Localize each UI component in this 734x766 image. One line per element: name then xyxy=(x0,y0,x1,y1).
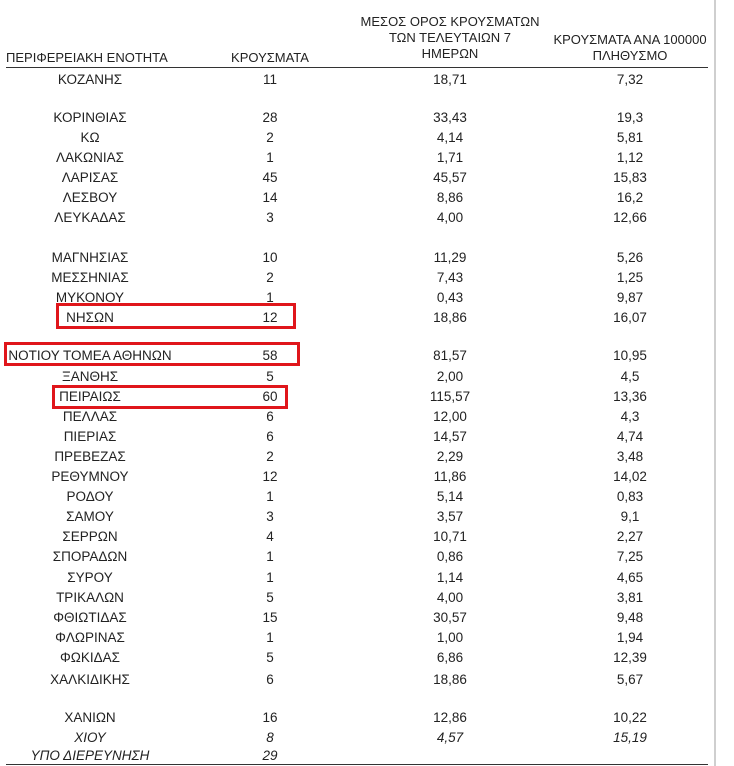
table-row xyxy=(0,467,714,487)
avg-cell: 8,86 xyxy=(436,190,464,205)
avg-cell: 18,71 xyxy=(433,72,467,87)
table-row xyxy=(0,728,714,748)
avg-cell: 12,00 xyxy=(433,409,467,424)
avg-cell: 1,14 xyxy=(436,570,464,585)
per100k-cell: 9,87 xyxy=(616,290,644,305)
cases-cell: 2 xyxy=(266,270,274,285)
table-row xyxy=(0,108,714,128)
per100k-cell: 5,26 xyxy=(616,250,644,265)
avg-cell: 11,86 xyxy=(433,469,467,484)
table-row xyxy=(0,568,714,588)
cases-cell: 11 xyxy=(262,72,277,87)
table-row xyxy=(0,248,714,268)
per100k-cell: 14,02 xyxy=(613,469,647,484)
region-cell: ΠΕΙΡΑΙΩΣ xyxy=(59,389,121,404)
per100k-cell: 1,12 xyxy=(616,150,644,165)
cases-cell: 2 xyxy=(266,130,274,145)
cases-cell: 1 xyxy=(266,489,274,504)
region-cell: ΦΛΩΡΙΝΑΣ xyxy=(55,630,125,645)
avg-cell: 0,43 xyxy=(436,290,464,305)
cases-cell: 4 xyxy=(266,529,274,544)
avg-cell: 14,57 xyxy=(433,429,467,444)
header-cases-per-100k: ΚΡΟΥΣΜΑΤΑ ΑΝΑ 100000 ΠΛΗΘΥΣΜΟ xyxy=(553,32,707,63)
region-cell: ΤΡΙΚΑΛΩΝ xyxy=(56,590,124,605)
table-row xyxy=(0,487,714,507)
cases-cell: 10 xyxy=(262,250,278,265)
per100k-cell: 10,22 xyxy=(613,710,647,725)
cases-cell: 1 xyxy=(266,290,274,305)
avg-cell: 4,57 xyxy=(436,730,464,745)
avg-cell: 1,71 xyxy=(436,150,464,165)
avg-cell: 18,86 xyxy=(433,310,467,325)
region-cell: ΚΟΖΑΝΗΣ xyxy=(57,72,123,87)
per100k-cell: 16,2 xyxy=(616,190,644,205)
region-cell: ΝΟΤΙΟΥ ΤΟΜΕΑ ΑΘΗΝΩΝ xyxy=(8,348,172,363)
avg-cell: 7,43 xyxy=(436,270,464,285)
cases-cell: 6 xyxy=(266,672,274,687)
table-row xyxy=(0,407,714,427)
table-row xyxy=(0,128,714,148)
cases-cell: 15 xyxy=(262,610,278,625)
per100k-cell: 15,19 xyxy=(613,730,647,745)
region-cell: ΜΑΓΝΗΣΙΑΣ xyxy=(51,250,129,265)
per100k-cell: 3,81 xyxy=(616,590,644,605)
table-row xyxy=(0,527,714,547)
per100k-cell: 1,94 xyxy=(616,630,644,645)
avg-cell: 1,00 xyxy=(436,630,464,645)
region-cell: ΣΠΟΡΑΔΩΝ xyxy=(52,549,128,564)
cases-cell: 5 xyxy=(266,650,274,665)
region-cell: ΛΕΥΚΑΔΑΣ xyxy=(54,210,126,225)
per100k-cell: 3,48 xyxy=(616,449,644,464)
avg-cell: 4,14 xyxy=(436,130,464,145)
cases-cell: 1 xyxy=(266,570,274,585)
table-row xyxy=(0,507,714,527)
cases-cell: 3 xyxy=(266,210,274,225)
table-row xyxy=(0,648,714,668)
table-row xyxy=(0,148,714,168)
per100k-cell: 16,07 xyxy=(613,310,647,325)
cases-cell: 12 xyxy=(262,469,278,484)
cases-cell: 14 xyxy=(262,190,278,205)
region-cell: ΛΑΡΙΣΑΣ xyxy=(61,170,119,185)
cases-cell: 1 xyxy=(266,630,274,645)
table-row xyxy=(0,628,714,648)
avg-cell: 30,57 xyxy=(433,610,467,625)
cases-cell: 1 xyxy=(266,549,274,564)
cases-cell: 58 xyxy=(262,348,278,363)
region-cell: ΣΥΡΟΥ xyxy=(67,570,113,585)
region-cell: ΡΟΔΟΥ xyxy=(66,489,114,504)
region-cell: ΝΗΣΩΝ xyxy=(66,310,114,325)
cases-cell: 29 xyxy=(262,748,278,763)
table-row xyxy=(0,447,714,467)
region-cell: ΚΩ xyxy=(80,130,100,145)
region-cell: ΧΑΛΚΙΔΙΚΗΣ xyxy=(50,672,130,687)
cases-cell: 3 xyxy=(266,509,274,524)
highlight-box-peiraios xyxy=(52,385,288,409)
avg-cell: 2,00 xyxy=(436,369,464,384)
per100k-cell: 15,83 xyxy=(613,170,647,185)
per100k-cell: 9,48 xyxy=(616,610,644,625)
avg-cell: 6,86 xyxy=(436,650,464,665)
header-region: ΠΕΡΙΦΕΡΕΙΑΚΗ ΕΝΟΤΗΤΑ xyxy=(6,50,168,65)
region-cell: ΦΘΙΩΤΙΔΑΣ xyxy=(53,610,127,625)
cases-cell: 28 xyxy=(262,110,278,125)
avg-cell: 4,00 xyxy=(436,590,464,605)
table-row xyxy=(0,168,714,188)
table-row xyxy=(0,268,714,288)
table-row xyxy=(0,188,714,208)
per100k-cell: 4,65 xyxy=(616,570,644,585)
cases-cell: 6 xyxy=(266,409,274,424)
avg-cell: 2,29 xyxy=(436,449,464,464)
region-cell: ΛΕΣΒΟΥ xyxy=(62,190,118,205)
per100k-cell: 9,1 xyxy=(620,509,640,524)
avg-cell: 5,14 xyxy=(436,489,464,504)
cases-cell: 6 xyxy=(266,429,274,444)
per100k-cell: 12,39 xyxy=(613,650,647,665)
table-row xyxy=(0,547,714,567)
avg-cell: 45,57 xyxy=(433,170,467,185)
per100k-cell: 7,32 xyxy=(616,72,644,87)
avg-cell: 115,57 xyxy=(429,389,471,404)
avg-cell: 0,86 xyxy=(436,549,464,564)
per100k-cell: 4,74 xyxy=(616,429,644,444)
region-cell: ΚΟΡΙΝΘΙΑΣ xyxy=(53,110,127,125)
table-row xyxy=(0,708,714,728)
header-rule xyxy=(6,67,708,68)
region-cell: ΠΡΕΒΕΖΑΣ xyxy=(54,449,126,464)
per100k-cell: 12,66 xyxy=(613,210,647,225)
per100k-cell: 4,5 xyxy=(620,369,640,384)
region-cell: ΡΕΘΥΜΝΟΥ xyxy=(51,469,129,484)
per100k-cell: 19,3 xyxy=(616,110,644,125)
per100k-cell: 0,83 xyxy=(616,489,644,504)
cases-cell: 60 xyxy=(262,389,278,404)
table-row xyxy=(0,427,714,447)
table-row xyxy=(0,608,714,628)
per100k-cell: 4,3 xyxy=(620,409,640,424)
per100k-cell: 7,25 xyxy=(616,549,644,564)
avg-cell: 81,57 xyxy=(433,348,467,363)
table-row xyxy=(0,670,714,690)
cases-cell: 8 xyxy=(266,730,274,745)
table-row xyxy=(0,208,714,228)
region-cell: ΠΕΛΛΑΣ xyxy=(62,409,118,424)
avg-cell: 33,43 xyxy=(433,110,467,125)
region-cell: ΠΙΕΡΙΑΣ xyxy=(63,429,117,444)
avg-cell: 18,86 xyxy=(433,672,467,687)
table-row xyxy=(0,588,714,608)
avg-cell: 11,29 xyxy=(433,250,467,265)
per100k-cell: 2,27 xyxy=(616,529,644,544)
region-cell: ΣΑΜΟΥ xyxy=(66,509,114,524)
header-cases: ΚΡΟΥΣΜΑΤΑ xyxy=(231,50,309,65)
avg-cell: 4,00 xyxy=(436,210,464,225)
table-row xyxy=(0,746,714,766)
cases-cell: 45 xyxy=(262,170,278,185)
page-edge xyxy=(714,0,716,766)
avg-cell: 3,57 xyxy=(436,509,464,524)
region-cell: ΣΕΡΡΩΝ xyxy=(62,529,118,544)
per100k-cell: 5,81 xyxy=(616,130,644,145)
region-cell: ΜΥΚΟΝΟΥ xyxy=(55,290,125,305)
header-avg-7-days: ΜΕΣΟΣ ΟΡΟΣ ΚΡΟΥΣΜΑΤΩΝ ΤΩΝ ΤΕΛΕΥΤΑΙΩΝ 7 ΗΜΕΡΩΝ xyxy=(360,14,540,61)
cases-cell: 5 xyxy=(266,369,274,384)
region-cell: ΜΕΣΣΗΝΙΑΣ xyxy=(51,270,129,285)
highlight-box-notiou-tomea xyxy=(4,342,300,366)
highlight-box-nison xyxy=(56,303,296,329)
cases-cell: 1 xyxy=(266,150,274,165)
per100k-cell: 13,36 xyxy=(613,389,647,404)
per100k-cell: 5,67 xyxy=(616,672,644,687)
region-cell: ΧΑΝΙΩΝ xyxy=(64,710,116,725)
avg-cell: 12,86 xyxy=(433,710,467,725)
per100k-cell: 10,95 xyxy=(613,348,647,363)
table-row xyxy=(0,367,714,387)
region-cell: ΞΑΝΘΗΣ xyxy=(61,369,119,384)
region-cell: ΧΙΟΥ xyxy=(74,730,106,745)
cases-cell: 12 xyxy=(262,310,278,325)
region-cell: ΥΠΟ ΔΙΕΡΕΥΝΗΣΗ xyxy=(30,748,150,763)
region-cell: ΦΩΚΙΔΑΣ xyxy=(60,650,120,665)
avg-cell: 10,71 xyxy=(433,529,467,544)
table-row xyxy=(0,70,714,90)
bottom-rule xyxy=(6,764,708,765)
cases-cell: 5 xyxy=(266,590,274,605)
region-cell: ΛΑΚΩΝΙΑΣ xyxy=(56,150,124,165)
per100k-cell: 1,25 xyxy=(616,270,644,285)
cases-cell: 2 xyxy=(266,449,274,464)
cases-cell: 16 xyxy=(262,710,278,725)
